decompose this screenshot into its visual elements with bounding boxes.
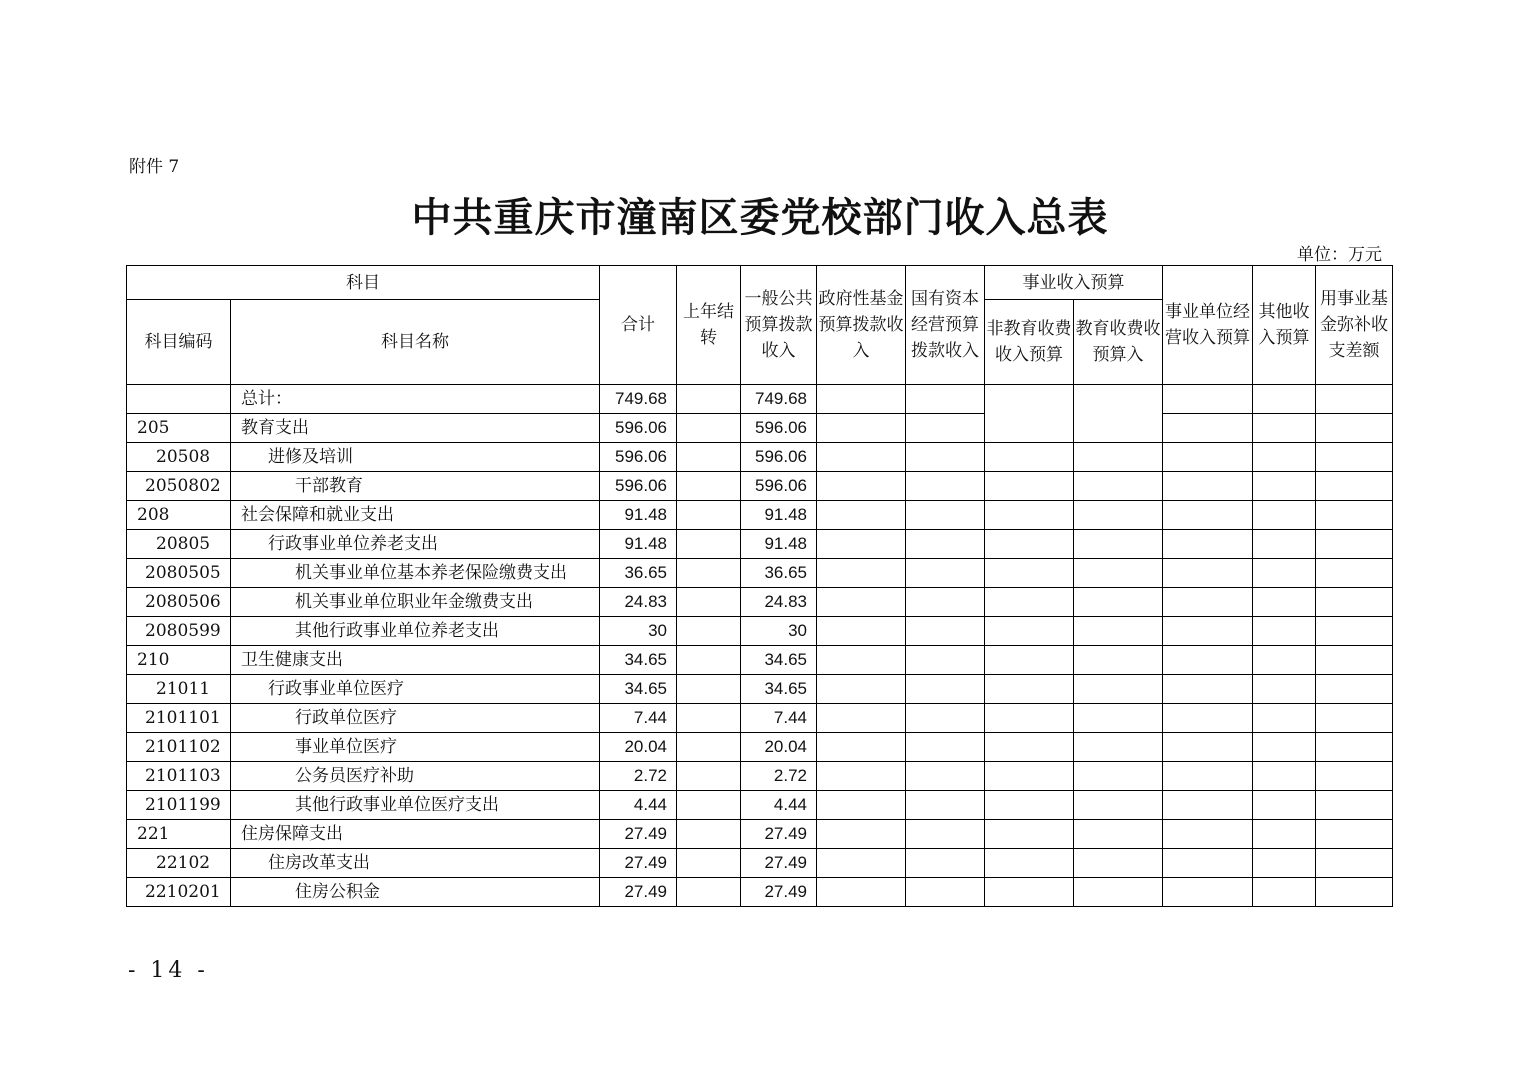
income-summary-table — [126, 265, 1393, 907]
empty-cell — [1253, 385, 1316, 414]
empty-cell — [985, 530, 1074, 559]
name-cell: 教育支出 — [231, 414, 600, 443]
empty-cell — [985, 849, 1074, 878]
empty-cell — [817, 443, 906, 472]
empty-cell — [677, 791, 741, 820]
code-cell: 2101199 — [127, 791, 231, 820]
code-cell: 2101101 — [127, 704, 231, 733]
empty-cell — [906, 733, 985, 762]
empty-cell — [1316, 704, 1393, 733]
empty-cell — [906, 472, 985, 501]
total-cell: 34.65 — [600, 675, 677, 704]
table-row — [127, 704, 1393, 733]
unit-operation-header: 事业单位经营收入预算 — [1163, 266, 1253, 385]
empty-cell — [1074, 849, 1163, 878]
general-cell: 4.44 — [741, 791, 817, 820]
empty-cell — [906, 820, 985, 849]
code-cell: 2080505 — [127, 559, 231, 588]
empty-cell — [985, 878, 1074, 907]
empty-cell — [677, 588, 741, 617]
empty-cell — [1253, 675, 1316, 704]
code-cell: 21011 — [127, 675, 231, 704]
table-row — [127, 443, 1393, 472]
empty-cell — [1163, 849, 1253, 878]
empty-cell — [985, 733, 1074, 762]
name-cell: 总计： — [231, 385, 600, 414]
empty-cell — [906, 675, 985, 704]
general-cell: 596.06 — [741, 472, 817, 501]
empty-cell — [1074, 704, 1163, 733]
empty-cell — [1316, 530, 1393, 559]
name-cell: 干部教育 — [231, 472, 600, 501]
business-income-header: 事业收入预算 — [985, 266, 1163, 300]
empty-cell — [817, 414, 906, 443]
total-header: 合计 — [600, 266, 677, 385]
empty-cell — [1163, 762, 1253, 791]
total-cell: 2.72 — [600, 762, 677, 791]
table-row — [127, 646, 1393, 675]
empty-cell — [817, 385, 906, 414]
general-cell: 7.44 — [741, 704, 817, 733]
empty-cell — [985, 820, 1074, 849]
empty-cell — [677, 733, 741, 762]
table-row — [127, 733, 1393, 762]
table-row — [127, 675, 1393, 704]
empty-cell — [1253, 472, 1316, 501]
empty-cell — [1163, 588, 1253, 617]
name-cell: 行政单位医疗 — [231, 704, 600, 733]
table-row — [127, 617, 1393, 646]
name-cell: 进修及培训 — [231, 443, 600, 472]
empty-cell — [1316, 501, 1393, 530]
empty-cell — [1253, 849, 1316, 878]
code-cell: 2101103 — [127, 762, 231, 791]
empty-cell — [817, 501, 906, 530]
empty-cell — [1316, 849, 1393, 878]
empty-cell — [1163, 675, 1253, 704]
code-cell: 2080506 — [127, 588, 231, 617]
empty-cell — [1253, 617, 1316, 646]
general-cell: 596.06 — [741, 414, 817, 443]
name-cell: 住房公积金 — [231, 878, 600, 907]
name-cell: 其他行政事业单位养老支出 — [231, 617, 600, 646]
name-cell: 行政事业单位医疗 — [231, 675, 600, 704]
name-cell: 其他行政事业单位医疗支出 — [231, 791, 600, 820]
code-cell: 20805 — [127, 530, 231, 559]
empty-cell — [1074, 472, 1163, 501]
empty-cell — [906, 849, 985, 878]
table-row — [127, 530, 1393, 559]
empty-cell — [985, 762, 1074, 791]
total-cell: 91.48 — [600, 501, 677, 530]
code-cell: 205 — [127, 414, 231, 443]
subject-header: 科目 — [127, 266, 600, 300]
empty-cell — [906, 704, 985, 733]
code-cell — [127, 385, 231, 414]
table-row — [127, 414, 1393, 443]
general-cell: 2.72 — [741, 762, 817, 791]
name-cell: 公务员医疗补助 — [231, 762, 600, 791]
empty-cell — [677, 646, 741, 675]
code-cell: 2050802 — [127, 472, 231, 501]
empty-cell — [985, 559, 1074, 588]
empty-cell — [1316, 675, 1393, 704]
empty-cell — [1074, 820, 1163, 849]
total-cell: 27.49 — [600, 849, 677, 878]
empty-cell — [906, 617, 985, 646]
general-cell: 91.48 — [741, 530, 817, 559]
empty-cell — [1074, 385, 1163, 443]
empty-cell — [985, 385, 1074, 443]
empty-cell — [1316, 733, 1393, 762]
empty-cell — [817, 588, 906, 617]
table-row — [127, 820, 1393, 849]
empty-cell — [677, 472, 741, 501]
empty-cell — [1253, 878, 1316, 907]
attachment-label: 附件 7 — [129, 157, 180, 177]
empty-cell — [1253, 530, 1316, 559]
empty-cell — [906, 501, 985, 530]
empty-cell — [1253, 791, 1316, 820]
empty-cell — [985, 588, 1074, 617]
name-cell: 住房保障支出 — [231, 820, 600, 849]
empty-cell — [906, 588, 985, 617]
empty-cell — [1074, 675, 1163, 704]
empty-cell — [677, 820, 741, 849]
code-cell: 208 — [127, 501, 231, 530]
empty-cell — [985, 472, 1074, 501]
total-cell: 24.83 — [600, 588, 677, 617]
empty-cell — [677, 878, 741, 907]
empty-cell — [1074, 646, 1163, 675]
total-cell: 91.48 — [600, 530, 677, 559]
carryover-header: 上年结转 — [677, 266, 741, 385]
empty-cell — [1316, 472, 1393, 501]
empty-cell — [1163, 501, 1253, 530]
code-cell: 2101102 — [127, 733, 231, 762]
empty-cell — [677, 414, 741, 443]
empty-cell — [1074, 878, 1163, 907]
general-cell: 20.04 — [741, 733, 817, 762]
empty-cell — [906, 791, 985, 820]
general-cell: 36.65 — [741, 559, 817, 588]
empty-cell — [1163, 646, 1253, 675]
empty-cell — [1074, 588, 1163, 617]
table-row — [127, 559, 1393, 588]
general-cell: 34.65 — [741, 646, 817, 675]
name-header: 科目名称 — [231, 300, 600, 385]
empty-cell — [1074, 443, 1163, 472]
total-cell: 34.65 — [600, 646, 677, 675]
empty-cell — [985, 646, 1074, 675]
empty-cell — [677, 559, 741, 588]
general-cell: 749.68 — [741, 385, 817, 414]
empty-cell — [985, 443, 1074, 472]
empty-cell — [1074, 530, 1163, 559]
name-cell: 事业单位医疗 — [231, 733, 600, 762]
page-number: - 14 - — [128, 958, 209, 983]
general-cell: 34.65 — [741, 675, 817, 704]
total-cell: 596.06 — [600, 443, 677, 472]
empty-cell — [1163, 878, 1253, 907]
empty-cell — [1316, 559, 1393, 588]
general-cell: 24.83 — [741, 588, 817, 617]
grand-total-row — [127, 385, 1393, 414]
empty-cell — [1253, 820, 1316, 849]
name-cell: 机关事业单位职业年金缴费支出 — [231, 588, 600, 617]
code-cell: 221 — [127, 820, 231, 849]
empty-cell — [906, 646, 985, 675]
total-cell: 596.06 — [600, 472, 677, 501]
empty-cell — [985, 704, 1074, 733]
name-cell: 卫生健康支出 — [231, 646, 600, 675]
empty-cell — [1316, 762, 1393, 791]
gov-fund-header: 政府性基金预算拨款收入 — [817, 266, 906, 385]
empty-cell — [906, 559, 985, 588]
empty-cell — [1316, 646, 1393, 675]
table-header — [127, 266, 1393, 385]
empty-cell — [1253, 501, 1316, 530]
table-row — [127, 588, 1393, 617]
table-row — [127, 791, 1393, 820]
empty-cell — [1316, 791, 1393, 820]
empty-cell — [817, 820, 906, 849]
state-capital-header: 国有资本经营预算拨款收入 — [906, 266, 985, 385]
general-cell: 27.49 — [741, 878, 817, 907]
empty-cell — [1253, 559, 1316, 588]
empty-cell — [1163, 443, 1253, 472]
empty-cell — [1316, 820, 1393, 849]
empty-cell — [1074, 733, 1163, 762]
empty-cell — [677, 443, 741, 472]
empty-cell — [1074, 791, 1163, 820]
empty-cell — [817, 530, 906, 559]
general-cell: 91.48 — [741, 501, 817, 530]
empty-cell — [906, 878, 985, 907]
empty-cell — [1163, 820, 1253, 849]
empty-cell — [985, 791, 1074, 820]
total-cell: 36.65 — [600, 559, 677, 588]
empty-cell — [1163, 385, 1253, 414]
empty-cell — [1163, 791, 1253, 820]
name-cell: 社会保障和就业支出 — [231, 501, 600, 530]
code-cell: 22102 — [127, 849, 231, 878]
empty-cell — [1163, 704, 1253, 733]
name-cell: 住房改革支出 — [231, 849, 600, 878]
other-income-header: 其他收入预算 — [1253, 266, 1316, 385]
total-cell: 749.68 — [600, 385, 677, 414]
total-cell: 596.06 — [600, 414, 677, 443]
empty-cell — [817, 646, 906, 675]
empty-cell — [1316, 414, 1393, 443]
page-title: 中共重庆市潼南区委党校部门收入总表 — [411, 194, 1109, 241]
empty-cell — [817, 791, 906, 820]
general-cell: 27.49 — [741, 849, 817, 878]
empty-cell — [677, 675, 741, 704]
empty-cell — [1253, 414, 1316, 443]
empty-cell — [906, 530, 985, 559]
code-cell: 20508 — [127, 443, 231, 472]
empty-cell — [1253, 443, 1316, 472]
empty-cell — [906, 443, 985, 472]
code-header: 科目编码 — [127, 300, 231, 385]
empty-cell — [817, 762, 906, 791]
empty-cell — [1074, 559, 1163, 588]
empty-cell — [677, 530, 741, 559]
unit-label: 单位：万元 — [1297, 245, 1382, 265]
empty-cell — [677, 501, 741, 530]
empty-cell — [817, 675, 906, 704]
total-cell: 27.49 — [600, 878, 677, 907]
empty-cell — [906, 414, 985, 443]
table-row — [127, 472, 1393, 501]
empty-cell — [1253, 733, 1316, 762]
general-cell: 27.49 — [741, 820, 817, 849]
empty-cell — [677, 849, 741, 878]
empty-cell — [906, 385, 985, 414]
empty-cell — [817, 559, 906, 588]
empty-cell — [1316, 617, 1393, 646]
empty-cell — [677, 704, 741, 733]
total-cell: 7.44 — [600, 704, 677, 733]
empty-cell — [1316, 385, 1393, 414]
empty-cell — [817, 617, 906, 646]
empty-cell — [817, 733, 906, 762]
empty-cell — [677, 385, 741, 414]
empty-cell — [1253, 704, 1316, 733]
table-row — [127, 501, 1393, 530]
empty-cell — [1316, 443, 1393, 472]
name-cell: 机关事业单位基本养老保险缴费支出 — [231, 559, 600, 588]
empty-cell — [1074, 501, 1163, 530]
empty-cell — [1163, 617, 1253, 646]
general-cell: 596.06 — [741, 443, 817, 472]
empty-cell — [677, 617, 741, 646]
table-row — [127, 849, 1393, 878]
table-row — [127, 762, 1393, 791]
empty-cell — [1074, 617, 1163, 646]
general-budget-header: 一般公共预算拨款收入 — [741, 266, 817, 385]
empty-cell — [985, 501, 1074, 530]
code-cell: 210 — [127, 646, 231, 675]
empty-cell — [906, 762, 985, 791]
empty-cell — [817, 849, 906, 878]
code-cell: 2210201 — [127, 878, 231, 907]
general-cell: 30 — [741, 617, 817, 646]
empty-cell — [1316, 878, 1393, 907]
table-row — [127, 878, 1393, 907]
non-edu-fee-header: 非教育收费收入预算 — [985, 300, 1074, 385]
total-cell: 4.44 — [600, 791, 677, 820]
name-cell: 行政事业单位养老支出 — [231, 530, 600, 559]
edu-fee-header: 教育收费收预算入 — [1074, 300, 1163, 385]
empty-cell — [1253, 588, 1316, 617]
empty-cell — [1074, 762, 1163, 791]
empty-cell — [1163, 530, 1253, 559]
empty-cell — [817, 472, 906, 501]
total-cell: 20.04 — [600, 733, 677, 762]
empty-cell — [1253, 762, 1316, 791]
empty-cell — [1253, 646, 1316, 675]
total-cell: 27.49 — [600, 820, 677, 849]
empty-cell — [677, 762, 741, 791]
total-cell: 30 — [600, 617, 677, 646]
empty-cell — [817, 704, 906, 733]
fund-balance-header: 用事业基金弥补收支差额 — [1316, 266, 1393, 385]
empty-cell — [1163, 733, 1253, 762]
table-body — [127, 385, 1393, 907]
empty-cell — [1316, 588, 1393, 617]
empty-cell — [817, 878, 906, 907]
empty-cell — [1163, 414, 1253, 443]
code-cell: 2080599 — [127, 617, 231, 646]
empty-cell — [1163, 559, 1253, 588]
empty-cell — [985, 675, 1074, 704]
empty-cell — [1163, 472, 1253, 501]
empty-cell — [985, 617, 1074, 646]
